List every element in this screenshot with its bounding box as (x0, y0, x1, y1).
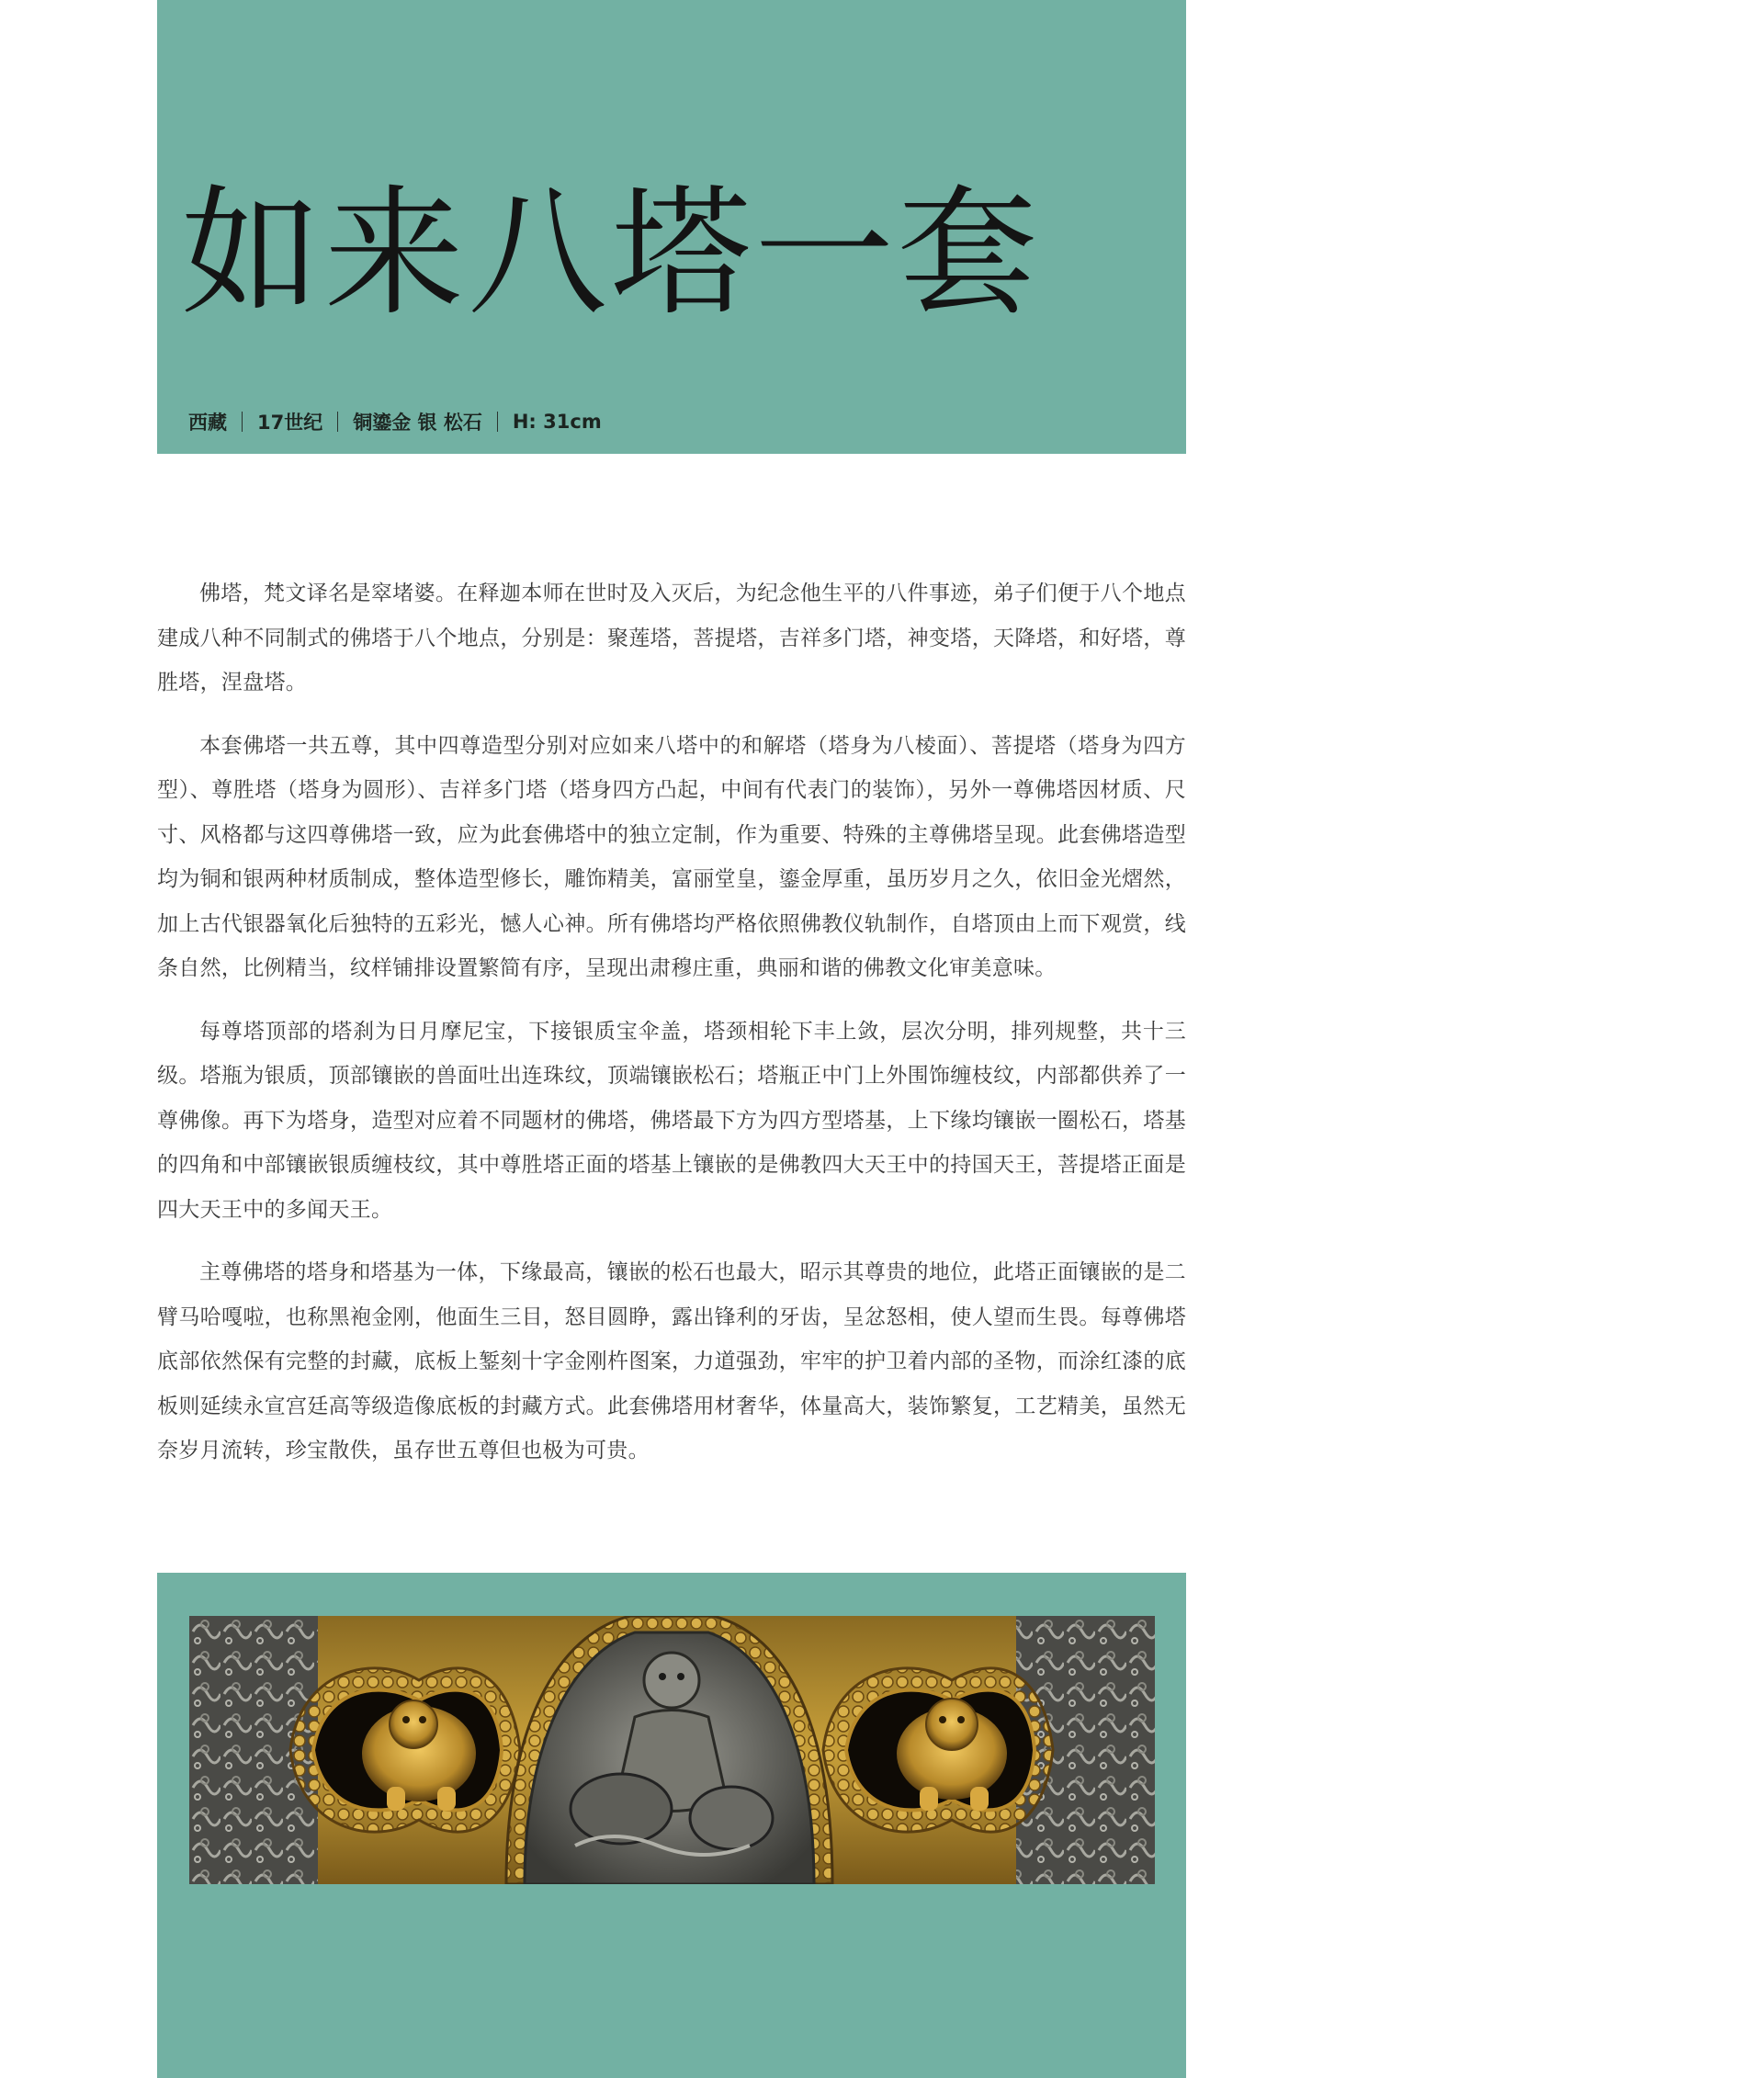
meta-century: 17世纪 (257, 412, 323, 434)
meta-material: 铜鎏金 银 松石 (353, 412, 482, 434)
article-body (157, 571, 1186, 1492)
paragraph: 佛塔，梵文译名是窣堵婆。在释迦本师在世时及入灭后，为纪念他生平的八件事迹，弟子们便于八个地点建成八种不同制式的佛塔于八个地点，分别是：聚莲塔，菩提塔，吉祥多门塔，神变塔，天降塔，和好塔，尊胜塔，涅盘塔。 (157, 582, 1186, 695)
title-banner (157, 0, 1186, 454)
meta-divider (337, 412, 338, 432)
meta-divider (497, 412, 498, 432)
meta-divider (242, 412, 243, 432)
page-title: 如来八塔一套 (181, 172, 1041, 334)
artifact-meta (188, 408, 602, 435)
meta-region: 西藏 (188, 412, 227, 434)
relief-detail-image (189, 1616, 1155, 1884)
relief-illustration (189, 1616, 1155, 1884)
right-lion-cartouche (823, 1668, 1053, 1832)
paragraph: 主尊佛塔的塔身和塔基为一体，下缘最高，镶嵌的松石也最大，昭示其尊贵的地位，此塔正面镶嵌的是二臂马哈嘎啦，也称黑袍金刚，他面生三目，怒目圆睁，露出锋利的牙齿，呈忿怒相，使人望而生畏。每尊佛塔底部依然保有完整的封藏，底板上錾刻十字金刚杵图案，力道强劲，牢牢的护卫着内部的圣物，而涂红漆的底板则延续永宣宫廷高等级造像底板的封藏方式。此套佛塔用材奢华，体量高大，装饰繁复，工艺精美，虽然无奈岁月流转，珍宝散佚，虽存世五尊但也极为可贵。 (157, 1260, 1186, 1463)
image-panel (157, 1573, 1186, 2078)
left-lion-cartouche (290, 1668, 520, 1832)
paragraph: 每尊塔顶部的塔刹为日月摩尼宝，下接银质宝伞盖，塔颈相轮下丰上敛，层次分明，排列规整，共十三级。塔瓶为银质，顶部镶嵌的兽面吐出连珠纹，顶端镶嵌松石；塔瓶正中门上外围饰缠枝纹，内部都供养了一尊佛像。再下为塔身，造型对应着不同题材的佛塔，佛塔最下方为四方型塔基，上下缘均镶嵌一圈松石，塔基的四角和中部镶嵌银质缠枝纹，其中尊胜塔正面的塔基上镶嵌的是佛教四大天王中的持国天王，菩提塔正面是四大天王中的多闻天王。 (157, 1019, 1186, 1222)
meta-height: H: 31cm (512, 411, 602, 433)
paragraph: 本套佛塔一共五尊，其中四尊造型分别对应如来八塔中的和解塔（塔身为八棱面）、菩提塔（塔身为四方型）、尊胜塔（塔身为圆形）、吉祥多门塔（塔身四方凸起，中间有代表门的装饰），另外一尊佛塔因材质、尺寸、风格都与这四尊佛塔一致，应为此套佛塔中的独立定制，作为重要、特殊的主尊佛塔呈现。此套佛塔造型均为铜和银两种材质制成，整体造型修长，雕饰精美，富丽堂皇，鎏金厚重，虽历岁月之久，依旧金光熠然，加上古代银器氧化后独特的五彩光，憾人心神。所有佛塔均严格依照佛教仪轨制作，自塔顶由上而下观赏，线条自然，比例精当，纹样铺排设置繁简有序，呈现出肃穆庄重，典丽和谐的佛教文化审美意味。 (157, 733, 1186, 980)
